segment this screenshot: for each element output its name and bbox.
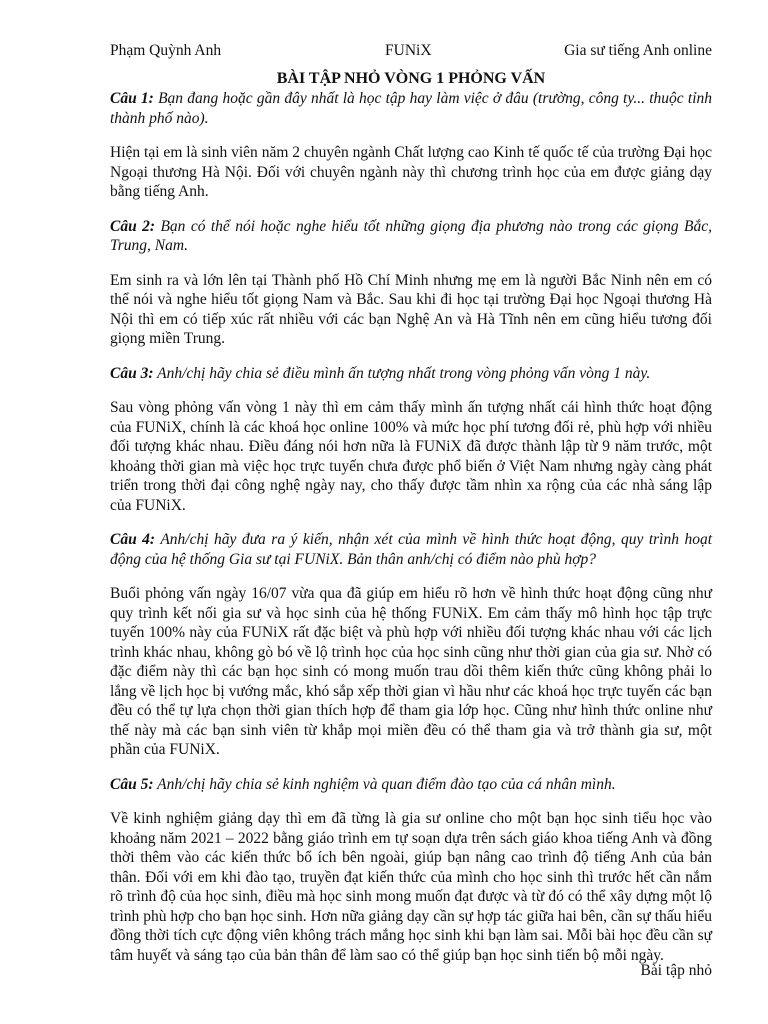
answer-3: Sau vòng phỏng vấn vòng 1 này thì em cảm thấy mình ấn tượng nhất cái hình thức hoạt động của FUNiX, chính là các khoá học online 100% và mức học phí tương đối rẻ, phù hợp với nhiều đối tượng khác nhau. Điều đáng nói hơn nữa là FUNiX đã được thành lập từ 9 năm trước, một khoảng thời gian mà việc học trực tuyến chưa được phổ biến ở Việt Nam nhưng ngày càng phát triển trong thời đại công nghệ ngày nay, cho thấy được tầm nhìn xa rộng của các nhà sáng lập của FUNiX. <box>110 399 712 514</box>
page-footer: Bài tập nhỏ <box>640 962 712 979</box>
answer-1: Hiện tại em là sinh viên năm 2 chuyên ngành Chất lượng cao Kinh tế quốc tế của trường Đại học Ngoại thương Hà Nội. Đối với chuyên ngành này thì chương trình học của em được giảng dạy bằng tiếng Anh. <box>110 144 712 200</box>
header-author: Phạm Quỳnh Anh <box>110 42 222 59</box>
question-text: Anh/chị hãy chia sẻ điều mình ấn tượng nhất trong vòng phỏng vấn vòng 1 này. <box>157 364 651 382</box>
header-position: Gia sư tiếng Anh online <box>564 42 712 59</box>
question-2 <box>110 217 712 256</box>
question-label: Câu 3: <box>110 364 154 382</box>
question-label: Câu 1: <box>110 90 154 107</box>
question-text: Bạn đang hoặc gần đây nhất là học tập hay làm việc ở đâu (trường, công ty... thuộc tỉnh thành phố nào). <box>110 90 713 127</box>
page-header <box>110 40 712 62</box>
answer-5: Về kinh nghiệm giảng dạy thì em đã từng là gia sư online cho một bạn học sinh tiểu học vào khoảng năm 2021 – 2022 bằng giáo trình em tự soạn dựa trên sách giáo khoa tiếng Anh và đồng thời thêm vào các kiến thức bổ ích bên ngoài, giúp bạn nâng cao trình độ tiếng Anh của bản thân. Đối với em khi đào tạo, truyền đạt kiến thức của mình cho học sinh thì trước hết cần nắm rõ trình độ của học sinh, điều mà học sinh mong muốn đạt được và từ đó có thể xây dựng một lộ trình phù hợp cho bạn học sinh. Hơn nữa giảng dạy cần sự hợp tác giữa hai bên, cần sự thấu hiểu đồng thời tích cực động viên không trách mắng học sinh khi bạn làm sai. Mỗi bài học đều cần sự tâm huyết và sáng tạo của bản thân để làm sao có thể giúp bạn học sinh tiến bộ mỗi ngày. <box>110 810 712 964</box>
document-title: BÀI TẬP NHỎ VÒNG 1 PHỎNG VẤN <box>276 70 546 87</box>
question-4 <box>110 530 712 569</box>
question-3 <box>110 364 712 384</box>
question-label: Câu 4: <box>110 531 156 548</box>
document-page <box>110 40 712 965</box>
question-text: Anh/chị hãy chia sẻ kinh nghiệm và quan điểm đào tạo của cá nhân mình. <box>157 775 616 793</box>
answer-2: Em sinh ra và lớn lên tại Thành phố Hồ Chí Minh nhưng mẹ em là người Bắc Ninh nên em có thể nói và nghe hiểu tốt giọng Nam và Bắc. Sau khi đi học tại trường Đại học Ngoại thương Hà Nội thì em có tiếp xúc rất nhiều với các bạn Nghệ An và Hà Tĩnh nên em cũng hiểu tương đối giọng miền Trung. <box>110 271 712 347</box>
header-organization: FUNiX <box>385 42 432 59</box>
question-1 <box>110 89 712 128</box>
question-label: Câu 2: <box>110 217 156 235</box>
answer-4: Buổi phỏng vấn ngày 16/07 vừa qua đã giúp em hiểu rõ hơn về hình thức hoạt động cũng như quy trình kết nối gia sư và học sinh của hệ thống FUNiX. Em cảm thấy mô hình học tập trực tuyến 100% này của FUNiX rất đặc biệt và phù hợp với nhiều đối tượng khác nhau với các lịch trình khác nhau, không gò bó về lộ trình học của học sinh cũng như thời gian của gia sư. Nhờ có đặc điểm này thì các bạn học sinh có mong muốn trau dồi thêm kiến thức cũng không phải lo lắng về lịch học bị vướng mắc, khó sắp xếp thời gian vì hầu như các khoá học trực tuyến các bạn đều có thể tự lựa chọn thời gian thích hợp để tham gia lớp học. Cũng như hình thức online như thế này mà các bạn sinh viên từ khắp mọi miền đều có thể tham gia và trở thành gia sư, một phần của FUNiX. <box>110 585 712 758</box>
question-text: Anh/chị hãy đưa ra ý kiến, nhận xét của mình về hình thức hoạt động, quy trình hoạt động của hệ thống Gia sư tại FUNiX. Bản thân anh/chị có điểm nào phù hợp? <box>110 531 712 568</box>
question-text: Bạn có thể nói hoặc nghe hiểu tốt những giọng địa phương nào trong các giọng Bắc, Trung, Nam. <box>110 217 713 254</box>
question-label: Câu 5: <box>110 775 154 793</box>
question-5 <box>110 775 712 795</box>
